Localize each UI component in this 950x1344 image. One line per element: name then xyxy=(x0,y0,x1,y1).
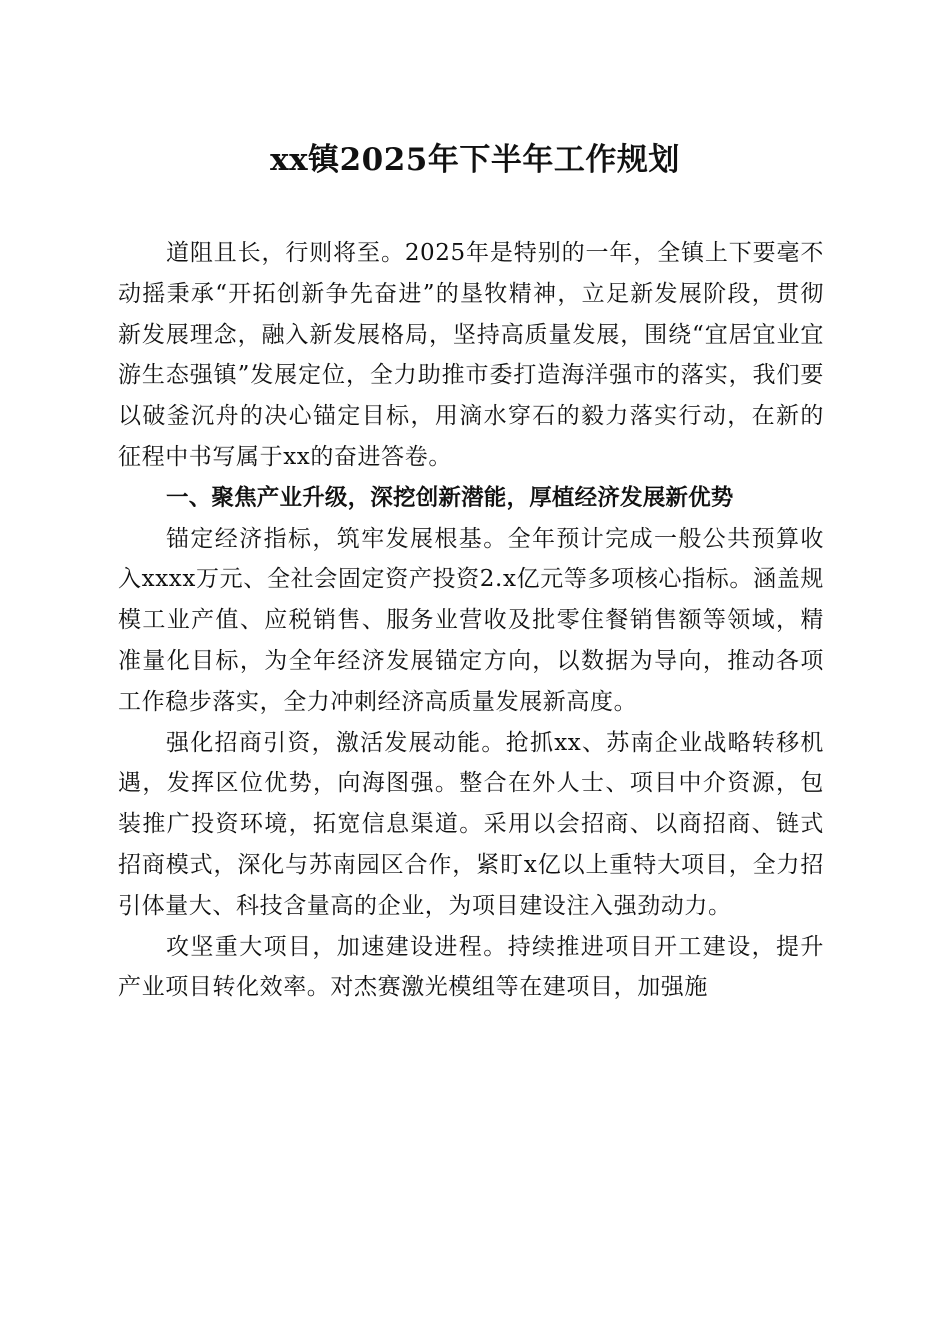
paragraph-economic-targets: 锚定经济指标，筑牢发展根基。全年预计完成一般公共预算收入xxxx万元、全社会固定资产投资2.x亿元等多项核心指标。涵盖规模工业产值、应税销售、服务业营收及批零住餐销售额等领域，精准量化目标，为全年经济发展锚定方向，以数据为导向，推动各项工作稳步落实，全力冲刺经济高质量发展新高度。 xyxy=(118,525,824,715)
paragraph-major-projects: 攻坚重大项目，加速建设进程。持续推进项目开工建设，提升产业项目转化效率。对杰赛激光模组等在建项目，加强施 xyxy=(118,933,824,1001)
intro-paragraph: 道阻且长，行则将至。2025年是特别的一年，全镇上下要毫不动摇秉承“开拓创新争先奋进”的垦牧精神，立足新发展阶段，贯彻新发展理念，融入新发展格局，坚持高质量发展，围绕“宜居宜业宜游生态强镇”发展定位，全力助推市委打造海洋强市的落实，我们要以破釜沉舟的决心锚定目标，用滴水穿石的毅力落实行动，在新的征程中书写属于xx的奋进答卷。 xyxy=(118,240,824,470)
section-heading-1: 一、聚焦产业升级，深挖创新潜能，厚植经济发展新优势 xyxy=(166,484,734,511)
paragraph-investment-promotion: 强化招商引资，激活发展动能。抢抓xx、苏南企业战略转移机遇，发挥区位优势，向海图强。整合在外人士、项目中介资源，包装推广投资环境，拓宽信息渠道。采用以会招商、以商招商、链式招商模式，深化与苏南园区合作，紧盯x亿以上重特大项目，全力招引体量大、科技含量高的企业，为项目建设注入强劲动力。 xyxy=(118,729,824,919)
document-body xyxy=(118,233,824,1008)
document-title: xx镇2025年下半年工作规划 xyxy=(270,142,680,178)
